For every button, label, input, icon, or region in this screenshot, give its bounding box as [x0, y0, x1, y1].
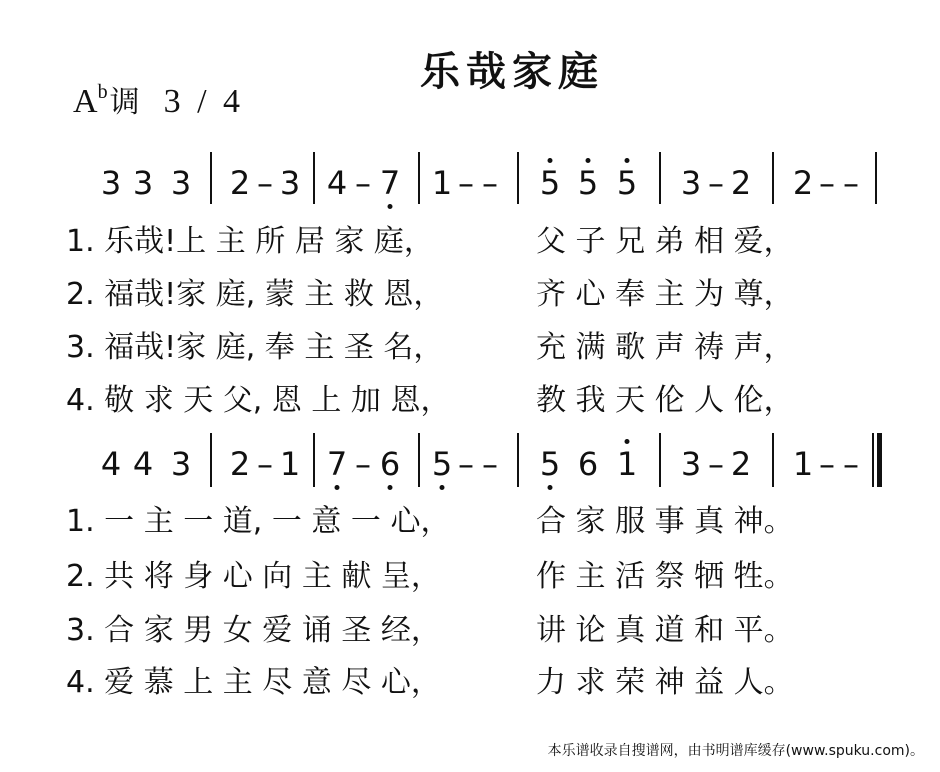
note: – [819, 445, 835, 483]
lyric-phrase-2: 作 主 活 祭 牺 牲。 [536, 559, 794, 594]
note: – [708, 164, 724, 202]
bar-line [659, 433, 661, 487]
bar-line [772, 433, 774, 487]
final-bar-line-thick [877, 433, 882, 487]
note: 3 [680, 445, 702, 483]
note: 6 [577, 445, 599, 483]
note: 2 [730, 164, 752, 202]
lyric-phrase-2: 力 求 荣 神 益 人。 [536, 665, 794, 700]
note: 4 [100, 445, 122, 483]
note: 1 [431, 164, 453, 202]
lyric-phrase-2: 教 我 天 伦 人 伦， [536, 383, 794, 418]
note: – [458, 164, 474, 202]
note: 3 [680, 164, 702, 202]
high-octave-dot [625, 158, 630, 163]
key-signature [73, 82, 244, 119]
low-octave-dot [388, 204, 393, 209]
lyric-phrase-2: 合 家 服 事 真 神。 [536, 504, 794, 539]
note: – [708, 445, 724, 483]
time-signature: 3 / 4 [163, 83, 245, 120]
note: 3 [100, 164, 122, 202]
high-octave-dot [586, 158, 591, 163]
bar-line [517, 433, 519, 487]
note: 3 [132, 164, 154, 202]
note: 3 [279, 164, 301, 202]
lyric-phrase-1: 2. 共 将 身 心 向 主 献 呈， [66, 559, 441, 594]
bar-line [659, 152, 661, 204]
lyric-phrase-2: 讲 论 真 道 和 平。 [536, 613, 794, 648]
note: – [843, 445, 859, 483]
note: 3 [170, 445, 192, 483]
lyric-phrase-1: 1. 乐哉!上 主 所 居 家 庭， [66, 224, 434, 259]
lyric-phrase-1: 4. 敬 求 天 父, 恩 上 加 恩， [66, 383, 451, 418]
bar-line [517, 152, 519, 204]
lyric-phrase-1: 4. 爱 慕 上 主 尽 意 尽 心， [66, 665, 441, 700]
note: 1 [792, 445, 814, 483]
note: 5 [616, 164, 638, 202]
note: 7 [326, 445, 348, 483]
bar-line [418, 433, 420, 487]
note: 2 [792, 164, 814, 202]
lyric-phrase-2: 父 子 兄 弟 相 爱， [536, 224, 794, 259]
note: 5 [577, 164, 599, 202]
note: 7 [379, 164, 401, 202]
note: 4 [326, 164, 348, 202]
note: 2 [229, 164, 251, 202]
low-octave-dot [548, 485, 553, 490]
high-octave-dot [625, 439, 630, 444]
high-octave-dot [548, 158, 553, 163]
lyric-phrase-2: 充 满 歌 声 祷 声， [536, 330, 794, 365]
note: – [482, 445, 498, 483]
note: – [257, 445, 273, 483]
low-octave-dot [388, 485, 393, 490]
bar-line [418, 152, 420, 204]
song-title: 乐哉家庭 [420, 49, 604, 95]
note: 5 [431, 445, 453, 483]
note: 6 [379, 445, 401, 483]
source-footer: 本乐谱收录自搜谱网，由书明谱库缓存(www.spuku.com)。 [547, 743, 924, 759]
bar-line [210, 433, 212, 487]
lyric-phrase-1: 1. 一 主 一 道, 一 意 一 心， [66, 504, 451, 539]
low-octave-dot [440, 485, 445, 490]
note: – [843, 164, 859, 202]
lyric-phrase-1: 3. 福哉!家 庭, 奉 主 圣 名， [66, 330, 444, 365]
note: 5 [539, 164, 561, 202]
note: 5 [539, 445, 561, 483]
final-bar-line-thin [872, 433, 874, 487]
note: 2 [229, 445, 251, 483]
note: – [355, 164, 371, 202]
lyric-phrase-2: 齐 心 奉 主 为 尊， [536, 277, 794, 312]
note: – [819, 164, 835, 202]
key-letter: A [73, 83, 98, 120]
note: – [257, 164, 273, 202]
note: 2 [730, 445, 752, 483]
lyric-phrase-1: 3. 合 家 男 女 爱 诵 圣 经， [66, 613, 441, 648]
bar-line [313, 433, 315, 487]
note: 3 [170, 164, 192, 202]
end-bar-line [875, 152, 877, 204]
key-mode: 调 [109, 85, 140, 120]
note: 1 [279, 445, 301, 483]
note: – [355, 445, 371, 483]
note: 4 [132, 445, 154, 483]
low-octave-dot [335, 485, 340, 490]
lyric-phrase-1: 2. 福哉!家 庭, 蒙 主 救 恩， [66, 277, 444, 312]
note: 1 [616, 445, 638, 483]
note: – [482, 164, 498, 202]
note: – [458, 445, 474, 483]
bar-line [210, 152, 212, 204]
bar-line [772, 152, 774, 204]
bar-line [313, 152, 315, 204]
flat-sign: b [97, 81, 108, 103]
